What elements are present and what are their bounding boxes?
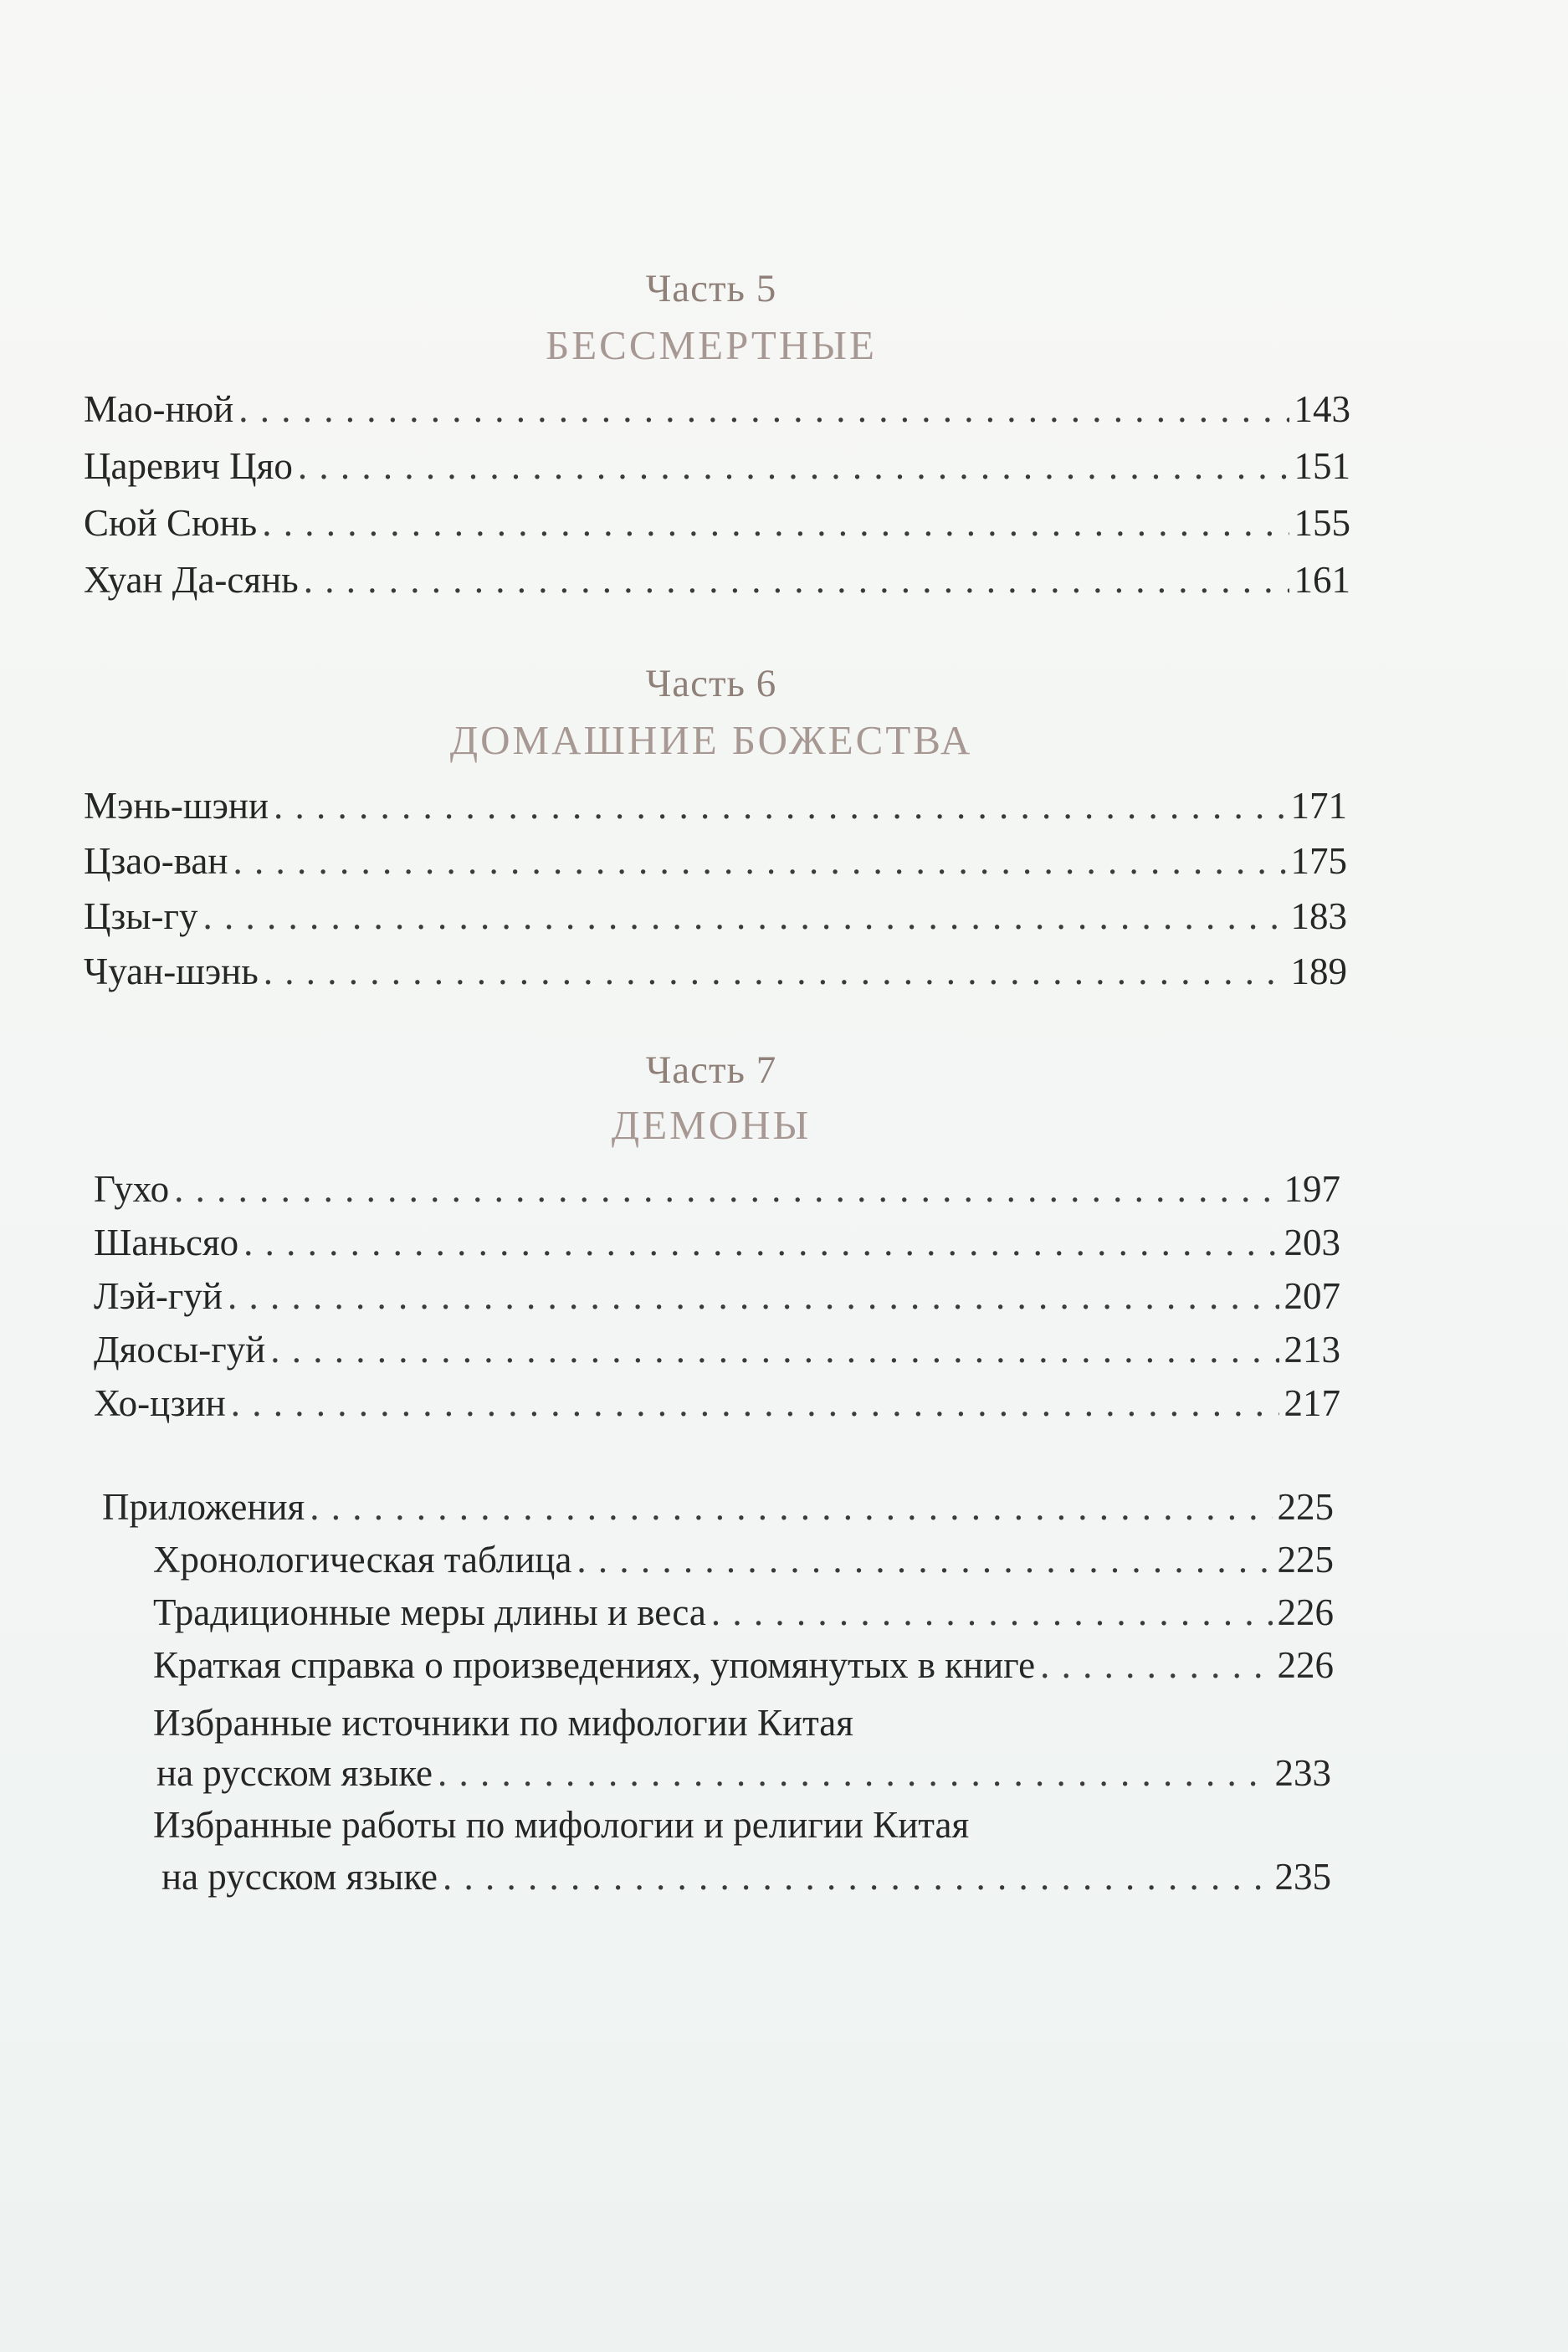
toc-entry-page: 226 <box>1277 1591 1334 1633</box>
toc-entry-page: 233 <box>1274 1752 1331 1794</box>
toc-entry-title: Цзы-гу <box>84 895 198 937</box>
toc-entry-appendix[interactable] <box>102 1481 1334 1533</box>
toc-entry[interactable] <box>94 1377 1340 1429</box>
toc-entry-title: Хронологическая таблица <box>153 1539 572 1581</box>
toc-entry[interactable] <box>84 780 1347 832</box>
toc-entry-page: 151 <box>1294 445 1350 487</box>
leader-dots <box>174 1163 1278 1215</box>
leader-dots <box>231 1377 1279 1429</box>
toc-subentry[interactable] <box>153 1586 1334 1638</box>
toc-entry-title: на русском языке <box>156 1752 433 1794</box>
toc-entry[interactable] <box>84 835 1347 887</box>
leader-dots <box>1040 1639 1272 1691</box>
toc-subentry[interactable] <box>156 1747 1331 1799</box>
toc-entry-title: Приложения <box>102 1486 305 1528</box>
leader-dots <box>270 1324 1278 1376</box>
toc-entry-page: 213 <box>1284 1329 1340 1371</box>
toc-entry-page: 189 <box>1290 951 1347 992</box>
toc-entry[interactable] <box>84 497 1350 549</box>
toc-entry-page: 225 <box>1277 1539 1334 1581</box>
toc-entry-page: 225 <box>1277 1486 1334 1528</box>
toc-entry-title: Гухо <box>94 1168 170 1210</box>
part-6-label: Часть 6 <box>645 662 777 705</box>
toc-entry[interactable] <box>84 890 1347 942</box>
leader-dots <box>238 383 1289 435</box>
part-7-title: ДЕМОНЫ <box>611 1102 812 1148</box>
toc-entry-title: Сюй Сюнь <box>84 502 258 544</box>
toc-subentry-first-line: Избранные работы по мифологии и религии Китая <box>153 1804 970 1846</box>
toc-entry-page: 183 <box>1290 895 1347 937</box>
toc-entry-page: 171 <box>1290 785 1347 827</box>
leader-dots <box>233 835 1285 887</box>
toc-entry-page: 217 <box>1284 1382 1340 1424</box>
leader-dots <box>264 945 1286 997</box>
leader-dots <box>576 1534 1272 1586</box>
toc-subentry[interactable] <box>153 1639 1334 1691</box>
toc-entry-title: Хуан Да-сянь <box>84 559 299 601</box>
toc-entry-page: 143 <box>1294 388 1350 430</box>
leader-dots <box>438 1747 1269 1799</box>
leader-dots <box>262 497 1289 549</box>
leader-dots <box>310 1481 1272 1533</box>
toc-entry[interactable] <box>94 1217 1340 1268</box>
leader-dots <box>298 440 1289 492</box>
toc-entry[interactable] <box>84 554 1350 606</box>
toc-entry-title: Лэй-гуй <box>94 1275 223 1317</box>
toc-entry-page: 175 <box>1290 840 1347 882</box>
leader-dots <box>274 780 1285 832</box>
leader-dots <box>243 1217 1278 1268</box>
toc-subentry-first-line: Избранные источники по мифологии Китая <box>153 1702 853 1744</box>
toc-entry[interactable] <box>84 383 1350 435</box>
toc-entry-title: Краткая справка о произведениях, упомянутых в книге <box>153 1644 1036 1686</box>
toc-entry-page: 235 <box>1274 1856 1331 1898</box>
toc-entry[interactable] <box>84 945 1347 997</box>
leader-dots <box>711 1586 1273 1638</box>
toc-subentry[interactable] <box>161 1851 1331 1903</box>
toc-entry-title: Царевич Цяо <box>84 445 293 487</box>
toc-entry-title: Традиционные меры длины и веса <box>153 1591 706 1633</box>
toc-entry[interactable] <box>94 1163 1340 1215</box>
toc-entry-title: Мао-нюй <box>84 388 234 430</box>
leader-dots <box>202 890 1285 942</box>
toc-subentry[interactable] <box>153 1534 1334 1586</box>
toc-entry-title: Хо-цзин <box>94 1382 226 1424</box>
leader-dots <box>304 554 1289 606</box>
toc-entry[interactable] <box>94 1270 1340 1322</box>
toc-entry-page: 155 <box>1294 502 1350 544</box>
part-5-label: Часть 5 <box>645 267 777 310</box>
leader-dots <box>443 1851 1269 1903</box>
toc-entry-title: Шаньсяо <box>94 1222 239 1263</box>
toc-entry[interactable] <box>84 440 1350 492</box>
toc-entry-page: 161 <box>1294 559 1350 601</box>
toc-entry-title: Мэнь-шэни <box>84 785 269 827</box>
toc-entry-page: 207 <box>1284 1275 1340 1317</box>
toc-entry[interactable] <box>94 1324 1340 1376</box>
toc-entry-title: Дяосы-гуй <box>94 1329 266 1371</box>
part-7-label: Часть 7 <box>645 1048 777 1092</box>
part-6-title: ДОМАШНИЕ БОЖЕСТВА <box>449 717 973 763</box>
part-5-title: БЕССМЕРТНЫЕ <box>546 322 877 368</box>
toc-entry-title: на русском языке <box>161 1856 438 1898</box>
toc-entry-title: Чуан-шэнь <box>84 951 259 992</box>
toc-entry-title: Цзао-ван <box>84 840 228 882</box>
toc-entry-page: 226 <box>1277 1644 1334 1686</box>
leader-dots <box>228 1270 1279 1322</box>
toc-entry-page: 197 <box>1284 1168 1340 1210</box>
toc-entry-page: 203 <box>1284 1222 1340 1263</box>
